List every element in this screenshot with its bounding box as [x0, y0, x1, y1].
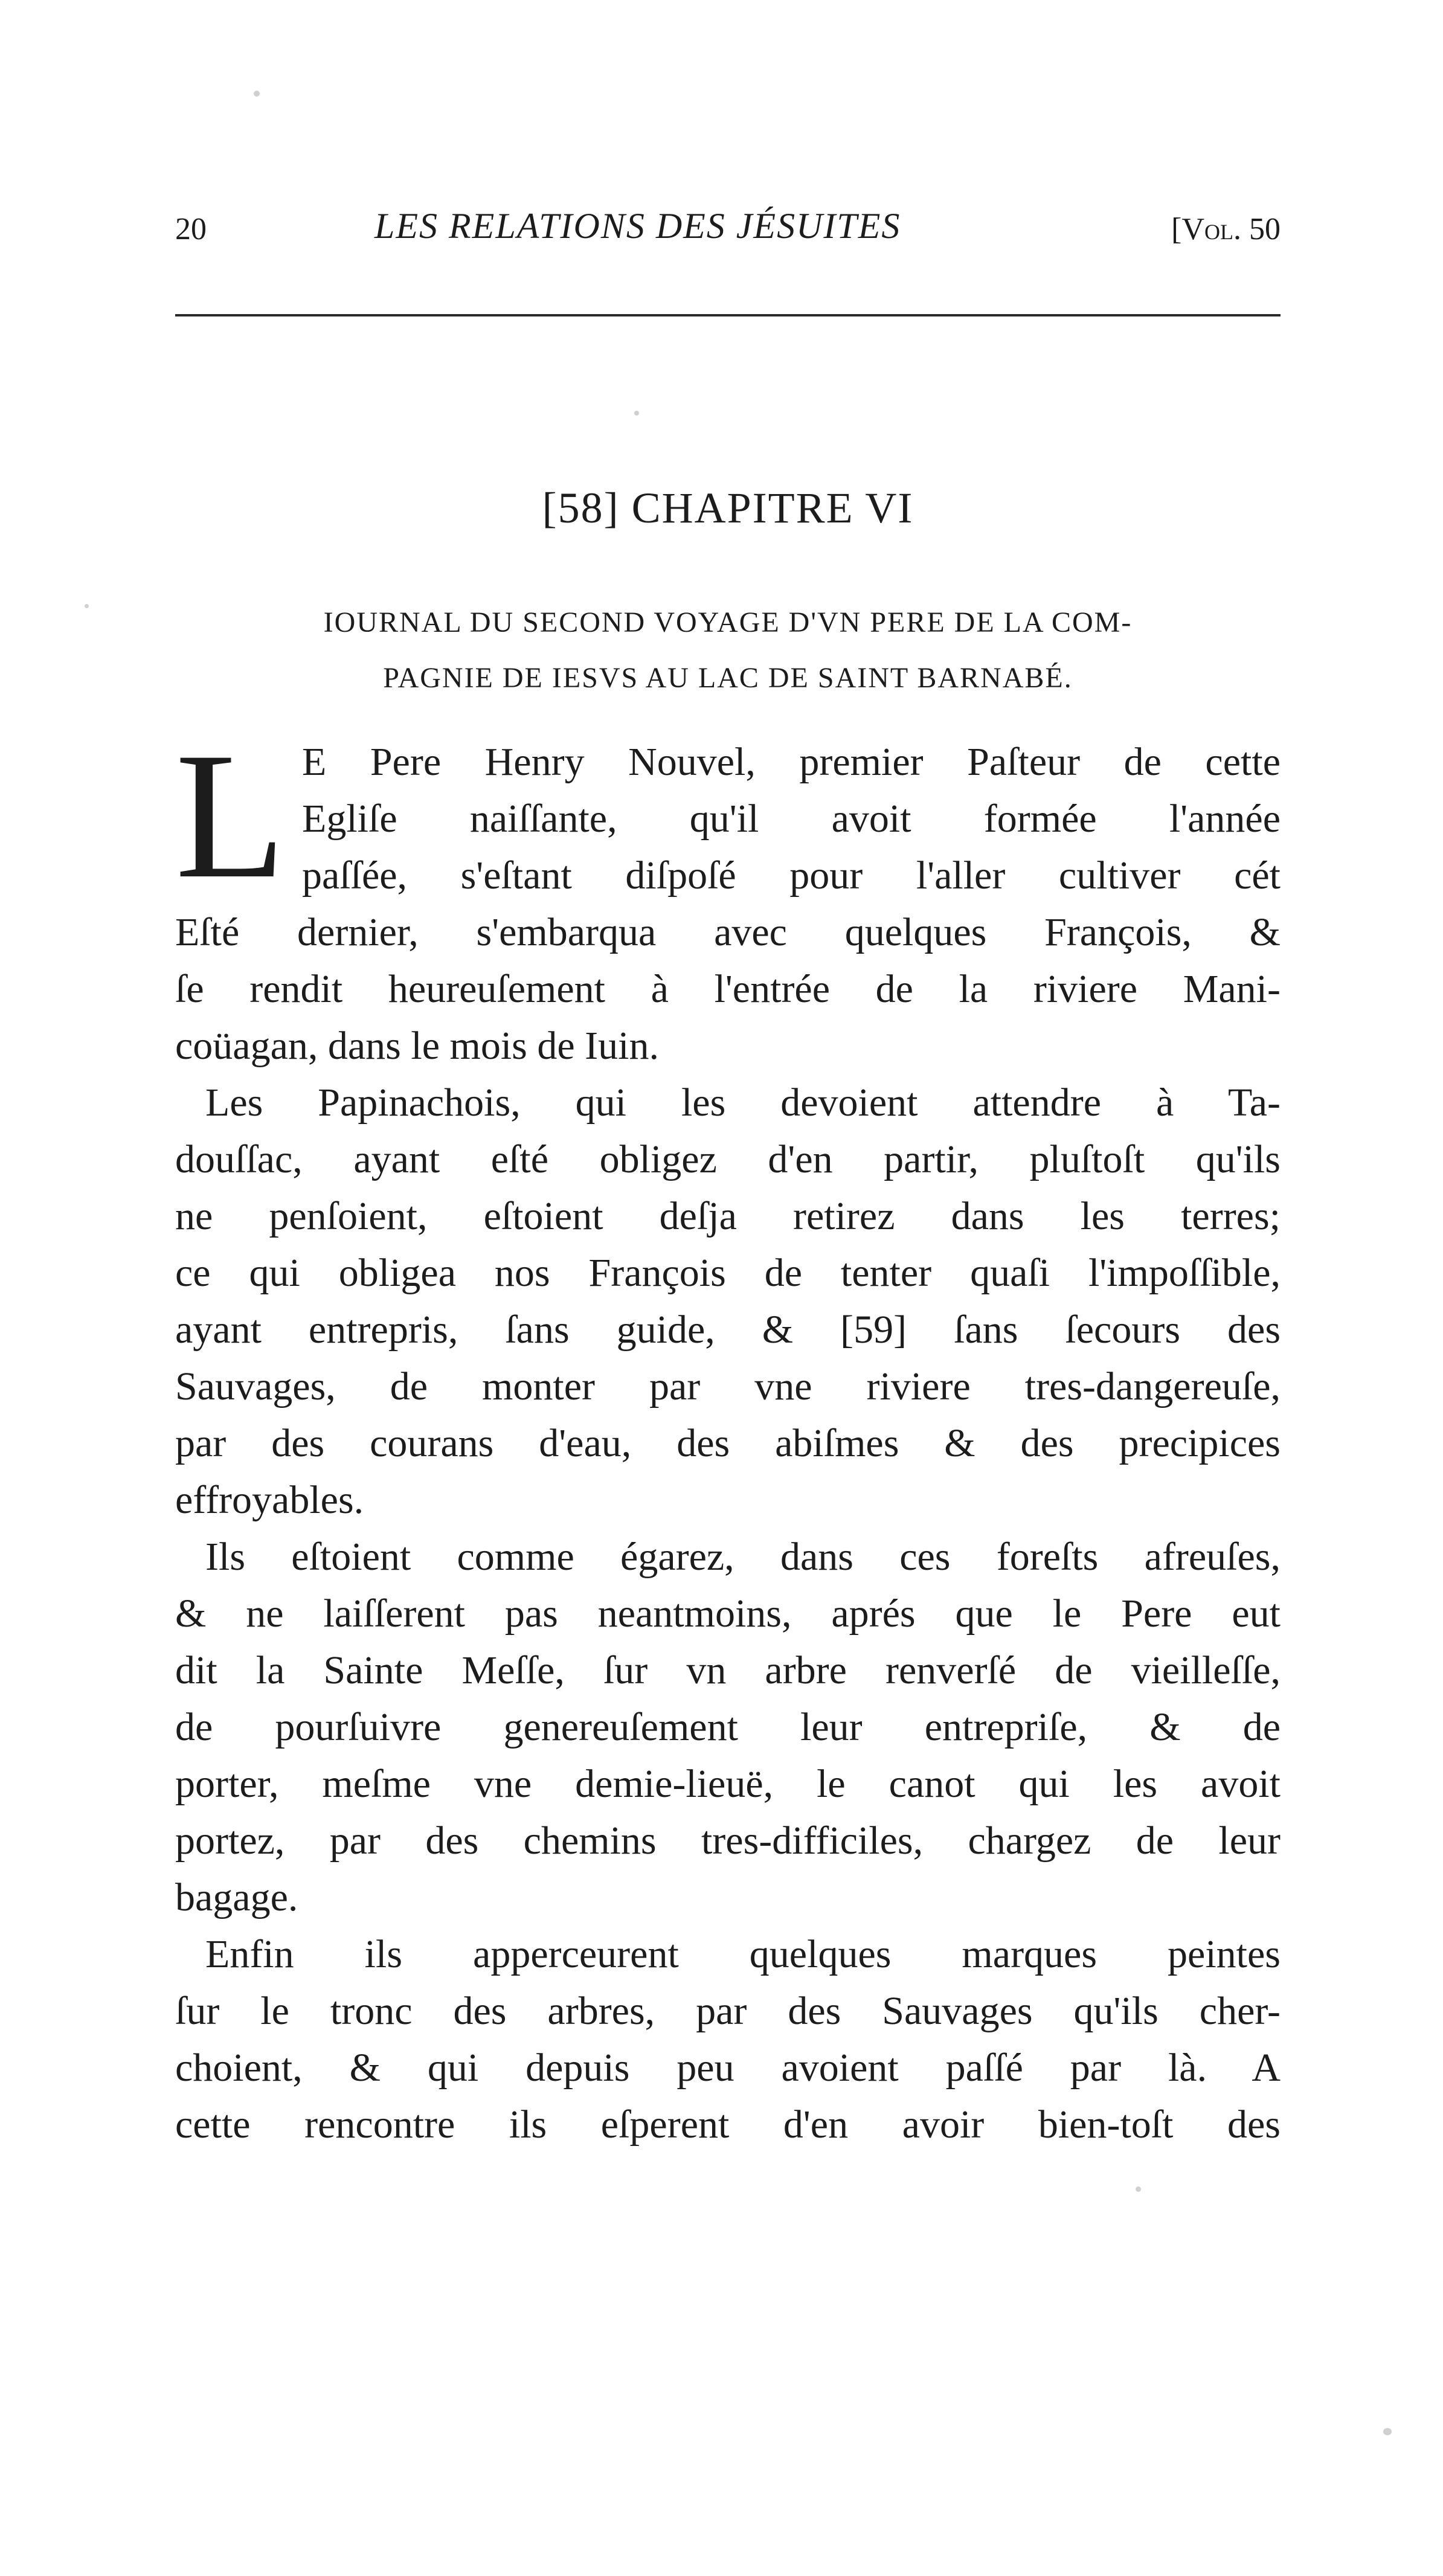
text-line: ne penſoient, eſtoient deſja retirez dans les terres;	[175, 1194, 1281, 1238]
text-line: Sauvages, de monter par vne riviere tres-dangereuſe,	[175, 1364, 1281, 1408]
chapter-subtitle-line: IOURNAL DU SECOND VOYAGE D'VN PERE DE LA COM-	[323, 606, 1133, 638]
scan-speck	[85, 604, 89, 608]
text-line: Ils eſtoient comme égarez, dans ces foreſts afreuſes,	[205, 1535, 1281, 1579]
text-line: bagage.	[175, 1875, 298, 1919]
chapter-title: [58] CHAPITRE VI	[542, 484, 914, 532]
text-line: par des courans d'eau, des abiſmes & des precipices	[175, 1421, 1281, 1465]
text-line: Les Papinachois, qui les devoient attendre à Ta-	[205, 1081, 1281, 1125]
running-header	[175, 205, 1281, 254]
text-line: choient, & qui depuis peu avoient paſſé par là. A	[175, 2046, 1281, 2090]
chapter-subtitle	[175, 595, 1281, 706]
scan-speck	[254, 91, 260, 97]
text-line: de pourſuivre genereuſement leur entrepriſe, & de	[175, 1705, 1281, 1749]
text-line: ſur le tronc des arbres, par des Sauvages qu'ils cher-	[175, 1989, 1281, 2033]
text-line: Eſté dernier, s'embarqua avec quelques François, &	[175, 910, 1281, 954]
page-number: 20	[175, 212, 207, 246]
drop-cap: L	[175, 715, 286, 916]
body-text	[175, 715, 1281, 2153]
text-line: coüagan, dans le mois de Iuin.	[175, 1024, 659, 1068]
scan-speck	[1136, 2186, 1141, 2192]
text-line: portez, par des chemins tres-difficiles, chargez de leur	[175, 1819, 1281, 1863]
text-line: effroyables.	[175, 1478, 364, 1522]
book-page	[175, 0, 1281, 2576]
text-line: E Pere Henry Nouvel, premier Paſteur de cette	[302, 740, 1281, 784]
chapter-subtitle-line: PAGNIE DE IESVS AU LAC DE SAINT BARNABÉ.	[383, 662, 1073, 694]
text-line: ce qui obligea nos François de tenter quaſi l'impoſſible,	[175, 1251, 1281, 1295]
running-title: LES RELATIONS DES JÉSUITES	[374, 206, 901, 246]
header-rule	[175, 314, 1281, 316]
text-line: cette rencontre ils eſperent d'en avoir bien-toſt des	[175, 2102, 1281, 2147]
text-line: & ne laiſſerent pas neantmoins, aprés que le Pere eut	[175, 1592, 1281, 1636]
text-line: Egliſe naiſſante, qu'il avoit formée l'année	[302, 797, 1281, 841]
text-line: dit la Sainte Meſſe, ſur vn arbre renverſé de vieilleſſe,	[175, 1648, 1281, 1692]
text-line: ayant entrepris, ſans guide, & [59] ſans ſecours des	[175, 1308, 1281, 1352]
scan-speck	[1383, 2428, 1392, 2435]
scan-speck	[634, 411, 639, 416]
text-line: douſſac, ayant eſté obligez d'en partir, pluſtoſt qu'ils	[175, 1137, 1281, 1181]
text-line: paſſée, s'eſtant diſpoſé pour l'aller cultiver cét	[302, 853, 1281, 898]
text-line: Enfin ils apperceurent quelques marques peintes	[205, 1932, 1281, 1976]
volume-label: [Vol. 50	[1171, 212, 1281, 246]
text-line: porter, meſme vne demie-lieuë, le canot qui les avoit	[175, 1762, 1281, 1806]
text-line: ſe rendit heureuſement à l'entrée de la riviere Mani-	[175, 967, 1281, 1011]
